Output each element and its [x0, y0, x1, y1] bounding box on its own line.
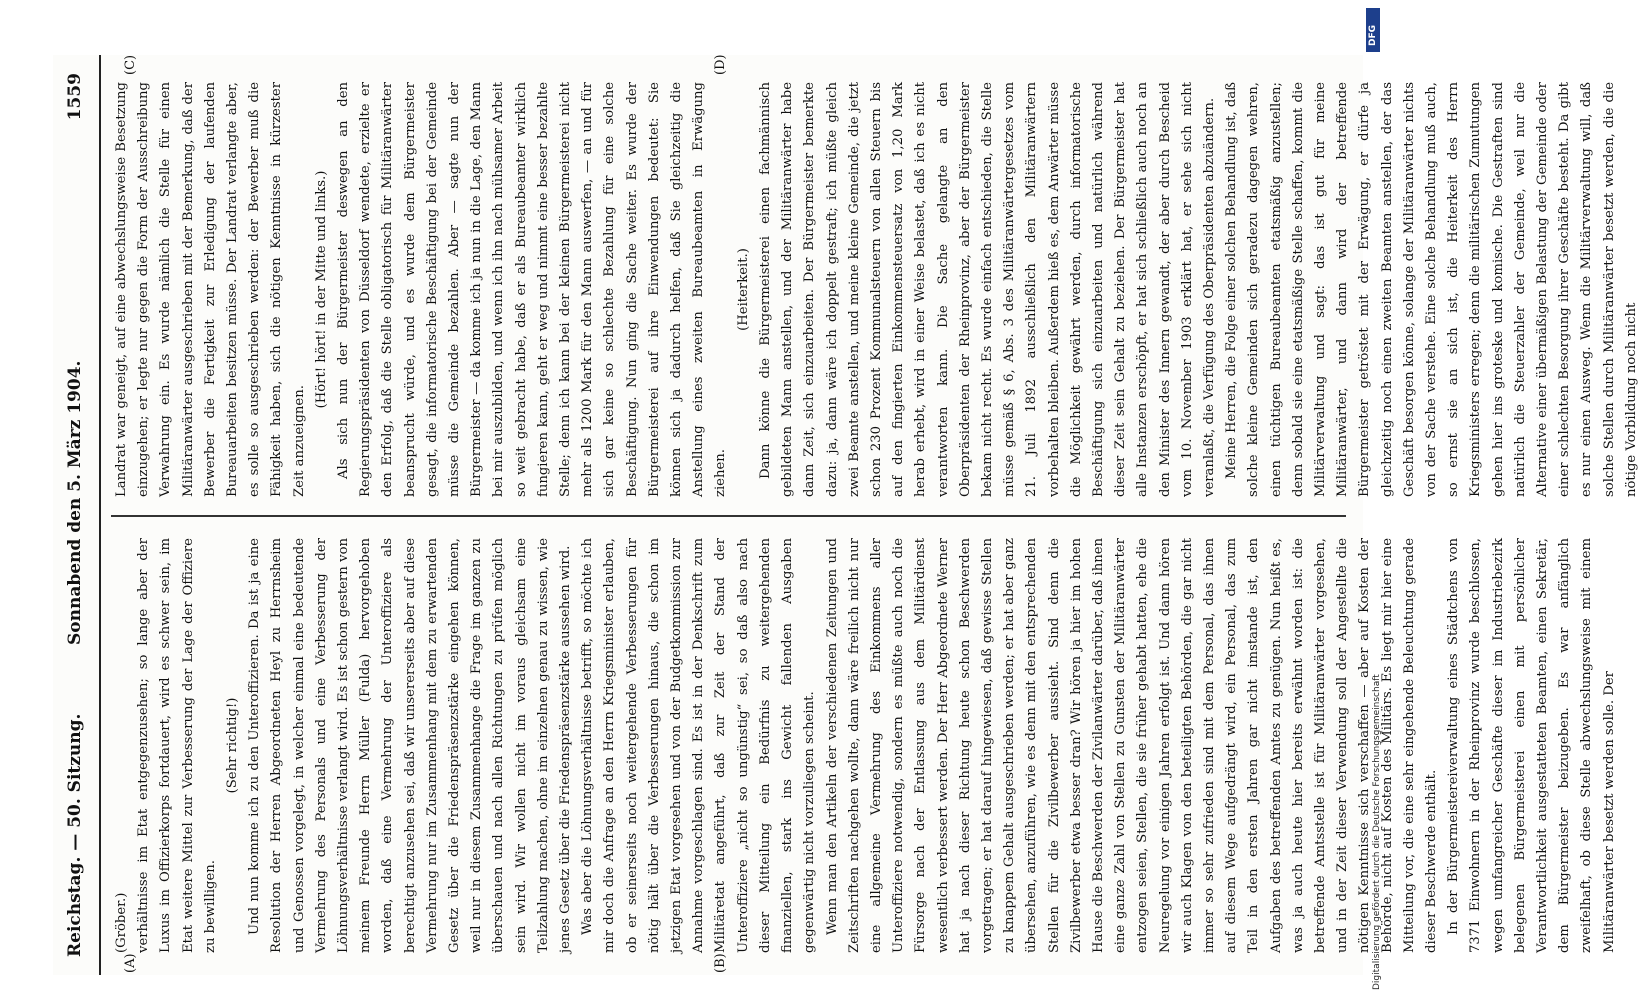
margin-marker-d: (D)	[713, 54, 728, 75]
margin-marker-a: (A)	[123, 953, 138, 973]
paragraph: (Heiterkeit.)	[735, 248, 751, 331]
paragraph: Und nun komme ich zu den Unteroffizieren. Da ist ja eine Resolution der Herren Abgeordneten Heyl zu Herrnsheim und Genossen vorgelegt, in welcher einmal eine bedeutende Vermehrung des Personals und eine Verbesserung der Löhnungsverhältnisse verlangt wird. Es ist schon gestern von meinem Freunde Herrn Müller (Fulda) hervorgehoben worden, daß eine Vermehrung der Unteroffiziere als berechtigt anzusehen sei, daß wir unsererseits aber auf diese Vermehrung nur im Zusammenhang mit dem zu erwartenden Gesetz über die Friedenspräsenzstärke eingehen können, weil nur in diesem Zusammenhange die Frage im ganzen zu überschauen und nach allen Richtungen zu prüfen möglich sein wird. Wir wollen nicht im voraus gleichsam eine Teilzahlung machen, ohne im einzelnen genau zu wissen, wie jenes Gesetz über die Friedenspräsenzstärke aussehen wird.	[247, 538, 574, 953]
paragraph: verhältnisse im Etat entgegenzusehen; so lange aber der Luxus im Offizierkorps fortdauert, wird es schwer sein, im Etat weitere Mittel zur Verbesserung der Lage der Offiziere zu bewilligen.	[136, 538, 218, 953]
paragraph: Was aber die Löhnungsverhältnisse betrifft, so möchte ich mir doch die Anfrage an den Herrn Kriegsminister erlauben, ob er seinerseits noch weitergehende Verbesserungen für nötig hält über die Verbesserungen hinaus, die schon im jetzigen Etat vorgesehen und von der Budgetkommission zur Annahme vorgeschlagen sind. Es ist in der Denkschrift zum Militäretat angeführt, daß zur Zeit der Stand der Unteroffiziere „nicht so ungünstig“ sei, so daß also nach dieser Mitteilung ein Bedürfnis zu weitergehenden finanziellen, stark ins Gewicht fallenden Ausgaben gegenwärtig nicht vorzuliegen scheint.	[580, 538, 818, 953]
page-header	[53, 55, 101, 975]
paragraph: Landrat war geneigt, auf eine abwechslungsweise Besetzung einzugehen; er legte nur gegen die Form der Ausschreibung Verwahrung ein. Es wurde nämlich die Stelle für einen Militäranwärter ausgeschrieben mit der Bemerkung, daß der Bewerber die Fertigkeit zur Erledigung der laufenden Bureauarbeiten besitzen müsse. Der Landrat verlangte aber, es solle so ausgeschrieben werden: der Bewerber muß die Fähigkeit haben, sich die nötigen Kenntnisse in kürzester Zeit anzueignen.	[114, 82, 307, 497]
paragraph: (Gröber.)	[114, 892, 129, 953]
margin-marker-c: (C)	[123, 54, 138, 75]
paragraph: Wenn man den Artikeln der verschiedenen Zeitungen und Zeitschriften nachgehen wollte, dann wäre freilich nicht nur eine allgemeine Vermehrung des Einkommens aller Unteroffiziere notwendig, sondern es müßte auch noch die Fürsorge nach der Entlassung aus dem Militärdienst wesentlich verbessert werden. Der Herr Abgeordnete Werner hat ja nach dieser Richtung heute schon Beschwerden vorgetragen; er hat darauf hingewiesen, daß gewisse Stellen zu knappem Gehalt ausgeschrieben werden; er hat aber ganz übersehen, anzuführen, wie es denn mit den entsprechenden Stellen für die Zivilbewerber aussieht. Sind denn die Zivilbewerber etwa besser dran? Wir hören ja hier im hohen Hause die Beschwerden der Zivilanwärter darüber, daß ihnen eine ganze Zahl von Stellen zu Gunsten der Militäranwärter entzogen seien, Stellen, die sie früher gehabt hatten, ehe die Neuregelung vor einigen Jahren erfolgt ist. Und dann hören wir auch Klagen von den beteiligten Behörden, die gar nicht immer so sehr zufrieden sind mit dem Personal, das ihnen auf diesem Wege aufgedrängt wird, ein Personal, das zum Teil in den ersten Jahren gar nicht imstande ist, den Aufgaben des betreffenden Amtes zu genügen. Nun heißt es, was ja auch heute hier bereits erwähnt worden ist: die betreffende Amtsstelle ist für Militäranwärter vorgesehen, und in der Zeit dieser Verwendung soll der Angestellte die nötigen Kenntnisse sich verschaffen — aber auf Kosten der Behörde, nicht auf Kosten des Militärs. Es liegt mir hier eine Mitteilung vor, die eine sehr eingehende Beleuchtung gerade dieser Beschwerde enthält.	[824, 538, 1439, 953]
right-column	[111, 82, 1639, 497]
paragraph: Meine Herren, die Folge einer solchen Behandlung ist, daß solche kleine Gemeinden sich geradezu dagegen wehren, einen tüchtigen Bureaubeamten etatsmäßig anzustellen; denn sobald sie eine etatsmäßige Stelle schaffen, kommt die Militärverwaltung und sagt: das ist gut für meine Militäranwärter, und dann wird der betreffende Bürgermeister getröstet mit der Erwägung, er dürfe ja gleichzeitig noch einen zweiten Beamten anstellen, der das Geschäft besorgen könne, solange der Militäranwärter nichts von der Sache verstehe. Eine solche Behandlung muß auch, so ernst sie an sich ist, die Heiterkeit des Herrn Kriegsministers erregen; denn die militärischen Zumutungen gehen hier ins groteske und komische. Die Gestraften sind natürlich die Steuerzahler der Gemeinde, weil nur die Alternative einer übermäßigen Belastung der Gemeinde oder einer schlechten Besorgung ihrer Geschäfte besteht. Da gibt es nur einen Ausweg. Wenn die Militärverwaltung will, daß solche Stellen durch Militäranwärter besetzt werden, die die nötige Vorbildung noch nicht	[1224, 82, 1639, 497]
dfg-logo-text: DFG	[1368, 24, 1378, 46]
page-number: 1559	[65, 73, 85, 121]
digitization-note: Digitalisierung gefördert durch die Deutsche Forschungsgemeinschaft	[1372, 674, 1382, 990]
paragraph: Dann könne die Bürgermeisterei einen fachmännisch gebildeten Mann anstellen, und der Militäranwärter habe dann Zeit, sich einzuarbeiten. Der Bürgermeister bemerkte dazu: ja, dann wäre ich doppelt gestraft; ich müßte gleich zwei Beamte anstellen, und meine kleine Gemeinde, die jetzt schon 230 Prozent Kommunalsteuern von allen Steuern bis auf den fingierten Einkommensteuersatz von 1,20 Mark herab erhebt, wird in einer Weise belastet, daß ich es nicht verantworten kann. Die Sache gelangte an den Oberpräsidenten der Rheinprovinz, aber der Bürgermeister bekam nicht recht. Es wurde einfach entschieden, die Stelle müsse gemäß § 6, Abs. 3 des Militäranwärtergesetzes vom 21. Juli 1892 ausschließlich den Militäranwärtern vorbehalten bleiben. Außerdem hieß es, dem Anwärter müsse die Möglichkeit gewährt werden, durch informatorische Beschäftigung sich einzuarbeiten und natürlich während dieser Zeit sein Gehalt zu beziehen. Der Bürgermeister hat alle Instanzen erschöpft, er hat sich schließlich auch noch an den Minister des Innern gewandt, der aber durch Bescheid vom 10. November 1903 erklärt hat, er sehe sich nicht veranlaßt, die Verfügung des Oberpräsidenten abzuändern.	[757, 82, 1217, 497]
header-date: Sonnabend den 5. März 1904.	[65, 360, 85, 645]
header-session: Reichstag. — 50. Sitzung.	[65, 713, 85, 957]
paragraph: (Sehr richtig!)	[225, 697, 241, 794]
dfg-logo	[1366, 8, 1380, 52]
column-divider	[111, 515, 1346, 517]
margin-marker-b: (B)	[713, 953, 728, 973]
paragraph: Als sich nun der Bürgermeister deswegen an den Regierungspräsidenten von Düsseldorf wendete, erzielte er den Erfolg, daß die Stelle obligatorisch für Militäranwärter beansprucht würde, und es wurde dem Bürgermeister gesagt, die informatorische Beschäftigung bei der Gemeinde müsse die Gemeinde bezahlen. Aber — sagte nun der Bürgermeister — da komme ich ja nun in die Lage, den Mann bei mir auszubilden, und wenn ich ihn nach mühsamer Arbeit so weit gebracht habe, daß er als Bureaubeamter wirklich fungieren kann, geht er weg und nimmt eine besser bezahlte Stelle; denn ich kann bei der kleinen Bürgermeisterei nicht mehr als 1200 Mark für den Mann auswerfen, — an und für sich gar keine so schlechte Bezahlung für eine solche Beschäftigung. Nun ging die Sache weiter. Es wurde der Bürgermeisterei auf ihre Einwendungen bedeutet: Sie können sich ja dadurch helfen, daß Sie gleichzeitig die Anstellung eines zweiten Bureaubeamten in Erwägung ziehen.	[336, 82, 729, 497]
paragraph: In der Bürgermeistereiverwaltung eines Städtchens von 7371 Einwohnern in der Rheinprovinz wurde beschlossen, wegen umfangreicher Geschäfte dieser im Industriebezirk belegenen Bürgermeisterei einen mit persönlicher Verantwortlichkeit ausgestatteten Beamten, einen Sekretär, dem Bürgermeister beizugeben. Es war anfänglich zweifelhaft, ob diese Stelle abwechslungsweise mit einem Militäranwärter besetzt werden solle. Der	[1446, 538, 1617, 953]
paragraph: (Hört! hört! in der Mitte und links.)	[313, 170, 329, 409]
